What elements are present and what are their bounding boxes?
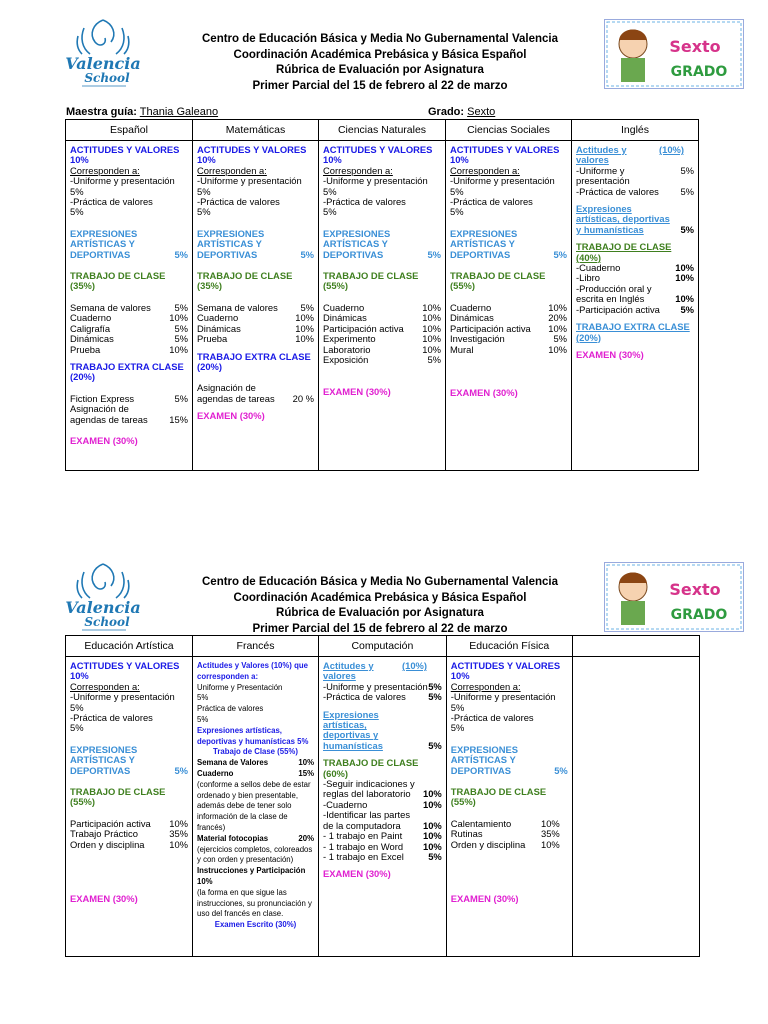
svg-text:Sexto: Sexto (669, 37, 721, 56)
trabajo-heading: TRABAJO DE CLASE (35%) (197, 270, 293, 292)
item-name: -Identificar las partes de la computadora (323, 809, 411, 831)
item-pct: 10% (675, 262, 694, 274)
examen-heading: EXAMEN (30%) (323, 868, 391, 880)
item-pct: 20 % (292, 392, 314, 404)
item-pct: 10% (422, 312, 441, 324)
actitudes-heading: ACTITUDES Y VALORES 10% (450, 144, 560, 166)
practica-item: -Práctica de valores (576, 185, 659, 197)
svg-text:School: School (84, 71, 130, 85)
item-pct: 5% (553, 333, 567, 345)
corresponden-label: Corresponden a: (70, 680, 140, 692)
examen-heading: EXAMEN (30%) (70, 434, 138, 446)
trabajo-heading: TRABAJO DE CLASE (55%) (323, 270, 419, 292)
uniforme-pct: 5% (197, 185, 211, 197)
item-note: (conforme a sellos debe de estar ordenado y bien presentable, además debe de tener solo información de la clase de francés) (197, 779, 311, 832)
item-pct: 10% (295, 322, 314, 334)
actitudes-heading: ACTITUDES Y VALORES 10% (450, 660, 561, 682)
computacion-cell (319, 657, 447, 957)
uniforme-pct: 5% (323, 185, 337, 197)
item-pct: 10% (197, 876, 213, 886)
expresiones-pct: 5% (554, 764, 568, 776)
item-name: -Producción oral y escrita en Inglés (576, 282, 652, 305)
item-note: (la forma en que sigue las instrucciones, su pronunciación y uso del francés en clase. (197, 887, 312, 919)
actitudes-heading: ACTITUDES Y VALORES 10% (197, 144, 307, 166)
item-pct: 10% (548, 322, 567, 334)
item-name: Prueba (70, 343, 101, 355)
practica-pct: 5% (680, 185, 694, 197)
uniforme-pct: 5% (70, 701, 84, 713)
practica-pct: 5% (197, 206, 211, 218)
ciencias-naturales-cell (319, 141, 446, 471)
item-name: Dinámicas (197, 322, 241, 334)
header-coordination: Coordinación Académica Prebásica y Básica Español (233, 591, 527, 604)
trabajo-heading: Trabajo de Clase (55%) (213, 747, 298, 757)
teacher-value: Thania Galeano (139, 106, 219, 118)
item-name: Fiction Express (70, 392, 135, 404)
item-pct: 10% (169, 312, 188, 324)
trabajo-heading: TRABAJO DE CLASE (55%) (450, 786, 547, 808)
item-pct: 5% (174, 333, 188, 345)
item-pct: 10% (169, 343, 188, 355)
expresiones-pct: 5% (174, 764, 188, 776)
item-name: Participación activa (70, 817, 151, 829)
expresiones-heading: Expresiones artísticas, deportivas y humanísticas (576, 203, 670, 235)
actitudes-heading: Actitudes y Valores (10%) que corresponden a: (197, 661, 308, 681)
expresiones-pct: 5% (297, 736, 309, 746)
item-pct: 35% (169, 828, 188, 840)
expresiones-heading: EXPRESIONES ARTÍSTICAS Y DEPORTIVAS (197, 227, 265, 260)
practica-item: -Práctica de valores (70, 196, 153, 208)
item-name: Participación activa (450, 322, 531, 334)
item-name: - 1 trabajo en Paint (323, 830, 403, 842)
uniforme-pct: 5% (450, 701, 465, 713)
extra-heading: TRABAJO EXTRA CLASE (20%) (576, 321, 690, 343)
column-header: Español (66, 120, 193, 141)
item-name: Dinámicas (450, 312, 494, 324)
examen-heading: Examen Escrito (30%) (214, 920, 297, 930)
corresponden-label: Corresponden a: (197, 164, 267, 176)
item-pct: 10% (422, 333, 441, 345)
item-pct: 5% (680, 303, 694, 315)
expresiones-pct: 5% (300, 248, 314, 260)
uniforme-item: -Uniforme y presentación (450, 175, 555, 187)
uniforme-item: -Uniforme y presentación (323, 175, 428, 187)
item-pct: 10% (422, 343, 441, 355)
examen-heading: EXAMEN (30%) (450, 893, 519, 905)
item-name: Orden y disciplina (70, 838, 145, 850)
corresponden-label: Corresponden a: (70, 164, 140, 176)
expresiones-pct: 5% (427, 248, 441, 260)
practica-item: -Práctica de valores (70, 712, 153, 724)
column-header: Computación (319, 636, 447, 657)
actitudes-heading: Actitudes y valores (576, 144, 627, 166)
item-name: Instrucciones y Participación (197, 866, 306, 876)
practica-pct: 5% (70, 722, 84, 734)
expresiones-pct: 5% (553, 248, 567, 260)
item-pct: 10% (541, 817, 560, 829)
item-name: Laboratorio (323, 343, 371, 355)
practica-pct: 5% (450, 722, 465, 734)
item-name: Semana de valores (197, 301, 278, 313)
item-pct: 5% (174, 301, 188, 313)
actitudes-heading: ACTITUDES Y VALORES 10% (323, 144, 433, 166)
practica-item: -Práctica de valores (450, 196, 533, 208)
item-name: Experimento (323, 333, 376, 345)
grade-value: Sexto (467, 106, 496, 118)
trabajo-heading: TRABAJO DE CLASE (40%) (576, 241, 672, 263)
actitudes-heading: ACTITUDES Y VALORES 10% (70, 144, 180, 166)
item-pct: 10% (169, 817, 188, 829)
teacher-grade-line (66, 106, 706, 118)
ciencias-sociales-cell (446, 141, 572, 471)
educacion-fisica-cell (446, 657, 572, 957)
item-pct: 10% (422, 301, 441, 313)
item-name: Asignación de agendas de tareas (70, 403, 148, 425)
item-pct: 10% (548, 343, 567, 355)
espanol-cell (66, 141, 193, 471)
item-name: Orden y disciplina (450, 838, 526, 850)
item-pct: 10% (675, 293, 694, 305)
examen-heading: EXAMEN (30%) (197, 410, 265, 422)
item-name: Cuaderno (323, 301, 365, 313)
expresiones-pct: 5% (174, 248, 188, 260)
actitudes-pct: (10%) (401, 660, 427, 671)
expresiones-heading: EXPRESIONES ARTÍSTICAS Y DEPORTIVAS (450, 743, 518, 776)
practica-item: -Práctica de valores (450, 712, 534, 724)
header-period: Primer Parcial del 15 de febrero al 22 de marzo (252, 622, 508, 635)
actitudes-heading: Actitudes y valores (323, 660, 374, 682)
header-rubric-title: Rúbrica de Evaluación por Asignatura (276, 64, 484, 76)
item-name: Prueba (197, 333, 228, 345)
item-pct: 10% (423, 830, 442, 842)
item-name: Calentamiento (450, 817, 512, 829)
item-name: Mural (450, 343, 474, 355)
svg-text:GRADO: GRADO (670, 607, 728, 623)
expresiones-pct: 5% (680, 223, 694, 235)
item-pct: 10% (298, 758, 314, 768)
practica-item: -Práctica de valores (323, 196, 406, 208)
document-header (150, 575, 610, 637)
rubric-table-2 (65, 635, 700, 957)
uniforme-item: -Uniforme y presentación (70, 691, 175, 703)
educacion-artistica-cell (66, 657, 193, 957)
item-pct: 20% (298, 833, 314, 843)
uniforme-item: -Uniforme y presentación (197, 175, 302, 187)
trabajo-heading: TRABAJO DE CLASE (35%) (70, 270, 166, 292)
expresiones-heading: Expresiones artísticas, deportivas y humanísticas (323, 708, 383, 751)
item-pct: 5% (300, 301, 314, 313)
item-name: Exposición (323, 353, 369, 365)
uniforme-item: -Uniforme y presentación (450, 691, 556, 703)
svg-text:Valencia: Valencia (65, 54, 141, 73)
svg-text:School: School (84, 615, 130, 629)
empty-cell (572, 657, 699, 957)
header-period: Primer Parcial del 15 de febrero al 22 de marzo (252, 79, 508, 92)
item-pct: 10% (548, 301, 567, 313)
expresiones-pct: 5% (428, 739, 442, 751)
item-note: (ejercicios completos, coloreados y con orden y presentación) (197, 844, 313, 865)
uniforme-item: -Uniforme y presentación (70, 175, 175, 187)
item-pct: 10% (541, 838, 560, 850)
examen-heading: EXAMEN (30%) (576, 348, 644, 360)
grade-label: Grado: (428, 106, 465, 118)
item-name: Material fotocopias (197, 833, 269, 843)
practica-pct: 5% (428, 691, 442, 703)
item-name: -Cuaderno (323, 798, 368, 810)
practica-pct: 5% (323, 206, 337, 218)
item-name: Asignación de agendas de tareas (197, 382, 275, 404)
practica-pct: 5% (197, 714, 209, 724)
uniforme-pct: 5% (450, 185, 464, 197)
item-pct: 5% (428, 850, 442, 862)
item-name: Participación activa (323, 322, 404, 334)
uniforme-pct: 5% (197, 693, 209, 703)
item-name: Trabajo Práctico (70, 828, 138, 840)
valencia-school-logo (62, 558, 144, 634)
item-name: Rutinas (450, 828, 483, 840)
column-header: Francés (193, 636, 319, 657)
column-header: Ciencias Sociales (446, 120, 572, 141)
item-name: -Libro (576, 272, 600, 284)
item-pct: 10% (422, 322, 441, 334)
item-pct: 20% (548, 312, 567, 324)
trabajo-heading: TRABAJO DE CLASE (55%) (450, 270, 546, 292)
actitudes-heading: ACTITUDES Y VALORES 10% (70, 660, 180, 682)
header-school-name: Centro de Educación Básica y Media No Gubernamental Valencia (202, 576, 558, 588)
practica-item: Práctica de valores (197, 704, 264, 714)
uniforme-item: -Uniforme y presentación (323, 680, 428, 692)
ingles-cell (572, 141, 699, 471)
extra-heading: TRABAJO EXTRA CLASE (20%) (197, 350, 311, 372)
svg-text:GRADO: GRADO (670, 64, 728, 80)
document-header (150, 32, 610, 94)
practica-item: -Práctica de valores (323, 691, 406, 703)
item-pct: 10% (423, 840, 442, 852)
extra-heading: TRABAJO EXTRA CLASE (20%) (70, 360, 184, 383)
item-name: Cuaderno (70, 312, 112, 324)
frances-cell (193, 657, 319, 957)
examen-heading: EXAMEN (30%) (70, 893, 138, 905)
column-header (572, 636, 699, 657)
expresiones-heading: EXPRESIONES ARTÍSTICAS Y DEPORTIVAS (323, 227, 391, 260)
examen-heading: EXAMEN (30%) (450, 386, 518, 398)
sexto-grado-badge (604, 19, 744, 89)
item-name: -Participación activa (576, 303, 660, 315)
column-header: Educación Artística (66, 636, 193, 657)
item-name: Dinámicas (323, 312, 367, 324)
column-header: Matemáticas (193, 120, 319, 141)
practica-pct: 5% (450, 206, 464, 218)
uniforme-pct: 5% (70, 185, 84, 197)
matematicas-cell (193, 141, 319, 471)
corresponden-label: Corresponden a: (450, 164, 520, 176)
item-name: Semana de Valores (197, 758, 269, 768)
item-pct: 35% (541, 828, 560, 840)
corresponden-label: Corresponden a: (450, 680, 521, 692)
examen-heading: EXAMEN (30%) (323, 386, 391, 398)
item-pct: 10% (423, 798, 442, 810)
actitudes-pct: (10%) (658, 144, 684, 155)
column-header: Inglés (572, 120, 699, 141)
header-rubric-title: Rúbrica de Evaluación por Asignatura (276, 607, 484, 619)
column-header: Educación Física (446, 636, 572, 657)
teacher-label: Maestra guía: (66, 106, 137, 118)
item-pct: 10% (423, 819, 442, 831)
rubric-table-1 (65, 119, 699, 471)
trabajo-heading: TRABAJO DE CLASE (55%) (70, 786, 166, 808)
svg-text:Sexto: Sexto (669, 580, 721, 599)
item-name: -Cuaderno (576, 262, 621, 274)
item-pct: 5% (174, 392, 188, 404)
item-name: - 1 trabajo en Excel (323, 850, 404, 862)
item-name: Dinámicas (70, 333, 114, 345)
corresponden-label: Corresponden a: (323, 164, 393, 176)
item-pct: 10% (169, 838, 188, 850)
item-pct: 10% (295, 312, 314, 324)
header-coordination: Coordinación Académica Prebásica y Básica Español (233, 48, 527, 61)
uniforme-pct: 5% (428, 680, 442, 692)
expresiones-heading: EXPRESIONES ARTÍSTICAS Y DEPORTIVAS (70, 743, 138, 776)
item-pct: 15% (298, 768, 314, 778)
item-pct: 15% (169, 413, 188, 425)
item-name: Cuaderno (197, 312, 239, 324)
item-name: -Seguir indicaciones y reglas del laboratorio (323, 778, 415, 800)
item-pct: 10% (423, 788, 442, 800)
item-name: - 1 trabajo en Word (323, 840, 404, 852)
uniforme-item: -Uniforme y presentación (576, 164, 630, 187)
expresiones-heading: Expresiones artísticas, deportivas y humanísticas (197, 725, 295, 746)
expresiones-heading: EXPRESIONES ARTÍSTICAS Y DEPORTIVAS (450, 227, 518, 260)
item-name: Semana de valores (70, 301, 151, 313)
column-header: Ciencias Naturales (319, 120, 446, 141)
item-pct: 5% (427, 353, 441, 365)
item-pct: 5% (174, 322, 188, 334)
practica-item: -Práctica de valores (197, 196, 280, 208)
item-pct: 10% (295, 333, 314, 345)
item-name: Cuaderno (450, 301, 492, 313)
trabajo-heading: TRABAJO DE CLASE (60%) (323, 757, 419, 779)
uniforme-item: Uniforme y Presentación (197, 682, 283, 692)
item-name: Investigación (450, 333, 505, 345)
svg-text:Valencia: Valencia (65, 598, 141, 617)
uniforme-pct: 5% (680, 164, 694, 176)
header-school-name: Centro de Educación Básica y Media No Gubernamental Valencia (202, 33, 558, 45)
expresiones-heading: EXPRESIONES ARTÍSTICAS Y DEPORTIVAS (70, 227, 138, 260)
item-pct: 10% (675, 272, 694, 284)
item-name: Caligrafía (70, 322, 111, 334)
sexto-grado-badge (604, 562, 744, 632)
item-name: Cuaderno (197, 768, 234, 778)
valencia-school-logo (62, 14, 144, 90)
practica-pct: 5% (70, 206, 84, 218)
